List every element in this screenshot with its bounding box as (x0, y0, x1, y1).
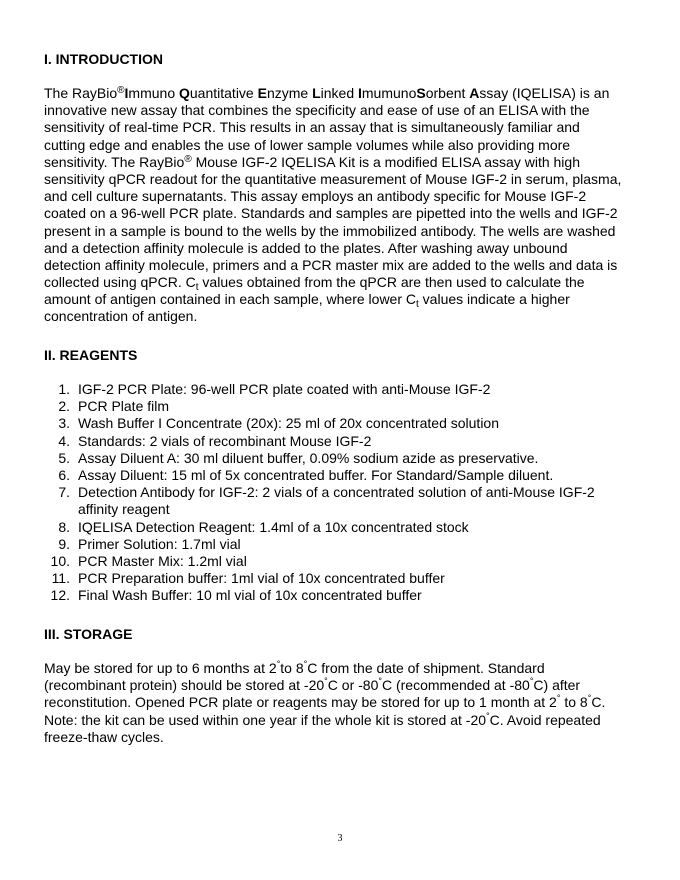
intro-line-13: amount of antigen contained in each sample, where lower $C_t$ values indicate a higher (44, 291, 570, 311)
list-item: 6. Assay Diluent: 15 ml of 5x concentrated buffer. For Standard/Sample diluent. (58, 467, 554, 484)
list-item: 4. Standards: 2 vials of recombinant Mouse IGF-2 (58, 432, 372, 449)
list-item: 12. Final Wash Buffer: 10 ml vial of 10x concentrated buffer (50, 587, 422, 604)
intro-line-5: sensitivity. The RayBio® Mouse IGF-2 IQELISA Kit is a modified ELISA assay with high (44, 153, 580, 170)
intro-line-11: detection affinity molecule, primers and a PCR master mix are added to the wells and data is (44, 256, 618, 273)
storage-line-3: reconstitution. Opened PCR plate or reagents may be stored for up to 1 month at 2° to 8°C. (44, 693, 606, 711)
intro-line-1: The RayBio®Immuno Quantitative Enzyme Linked ImumunoSorbent Assay (IQELISA) is an (44, 85, 610, 101)
list-item: 11. PCR Preparation buffer: 1ml vial of 10x concentrated buffer (51, 570, 445, 587)
page-number: 3 (337, 833, 343, 844)
intro-line-3: sensitivity of real-time PCR. This results in an assay that is simultaneously familiar and (44, 119, 580, 136)
list-item: 5. Assay Diluent A: 30 ml diluent buffer, 0.09% sodium azide as preservative. (58, 449, 539, 466)
list-item: 1. IGF-2 PCR Plate: 96-well PCR plate coated with anti-Mouse IGF-2 (58, 381, 491, 397)
intro-line-6: sensitivity qPCR readout for the quantitative measurement of Mouse IGF-2 in serum, plasma, (44, 170, 622, 187)
storage-line-2: (recombinant protein) should be stored at -20°C or -80°C (recommended at -80°C) after (44, 676, 581, 694)
intro-line-10: and a detection affinity molecule is added to the plates. After washing away unbound (44, 239, 568, 256)
section-heading-storage: III. STORAGE (44, 626, 133, 642)
storage-line-4: Note: the kit can be used within one year if the whole kit is stored at -20°C. Avoid repeated (44, 710, 601, 728)
storage-line-5: freeze-thaw cycles. (44, 728, 164, 745)
section-heading-introduction: I. INTRODUCTION (44, 51, 163, 67)
intro-line-4: cutting edge and enables the use of lower sample volumes while also providing more (44, 136, 571, 153)
intro-line-8: coated on a 96-well PCR plate. Standards and samples are pipetted into the wells and IGF-2 (44, 205, 618, 222)
list-item: 7. Detection Antibody for IGF-2: 2 vials of a concentrated solution of anti-Mouse IGF-2 affinity reagent (58, 484, 595, 518)
section-heading-reagents: II. REAGENTS (44, 347, 138, 363)
intro-line-12: collected using qPCR. $C_t$ values obtained from the qPCR are then used to calculate the (44, 274, 585, 294)
introduction-paragraph (44, 85, 644, 326)
storage-paragraph (44, 660, 644, 746)
list-item: 9. Primer Solution: 1.7ml vial (58, 535, 241, 552)
list-item: 10. PCR Master Mix: 1.2ml vial (50, 553, 247, 570)
intro-line-14: concentration of antigen. (44, 308, 198, 325)
list-item: 8. IQELISA Detection Reagent: 1.4ml of a 10x concentrated stock (58, 518, 469, 535)
list-item: 3. Wash Buffer I Concentrate (20x): 25 ml of 20x concentrated solution (58, 415, 499, 432)
intro-line-7: and cell culture supernatants. This assay employs an antibody specific for Mouse IGF-2 (44, 188, 587, 205)
intro-line-2: innovative new assay that combines the specificity and ease of use of an ELISA with the (44, 102, 590, 119)
list-item: 2. PCR Plate film (58, 398, 170, 415)
reagents-list (44, 381, 644, 605)
storage-line-1: May be stored for up to 6 months at 2°to 8°C from the date of shipment. Standard (44, 659, 545, 676)
intro-line-9: present in a sample is bound to the wells by the immobilized antibody. The wells are washed (44, 222, 616, 239)
